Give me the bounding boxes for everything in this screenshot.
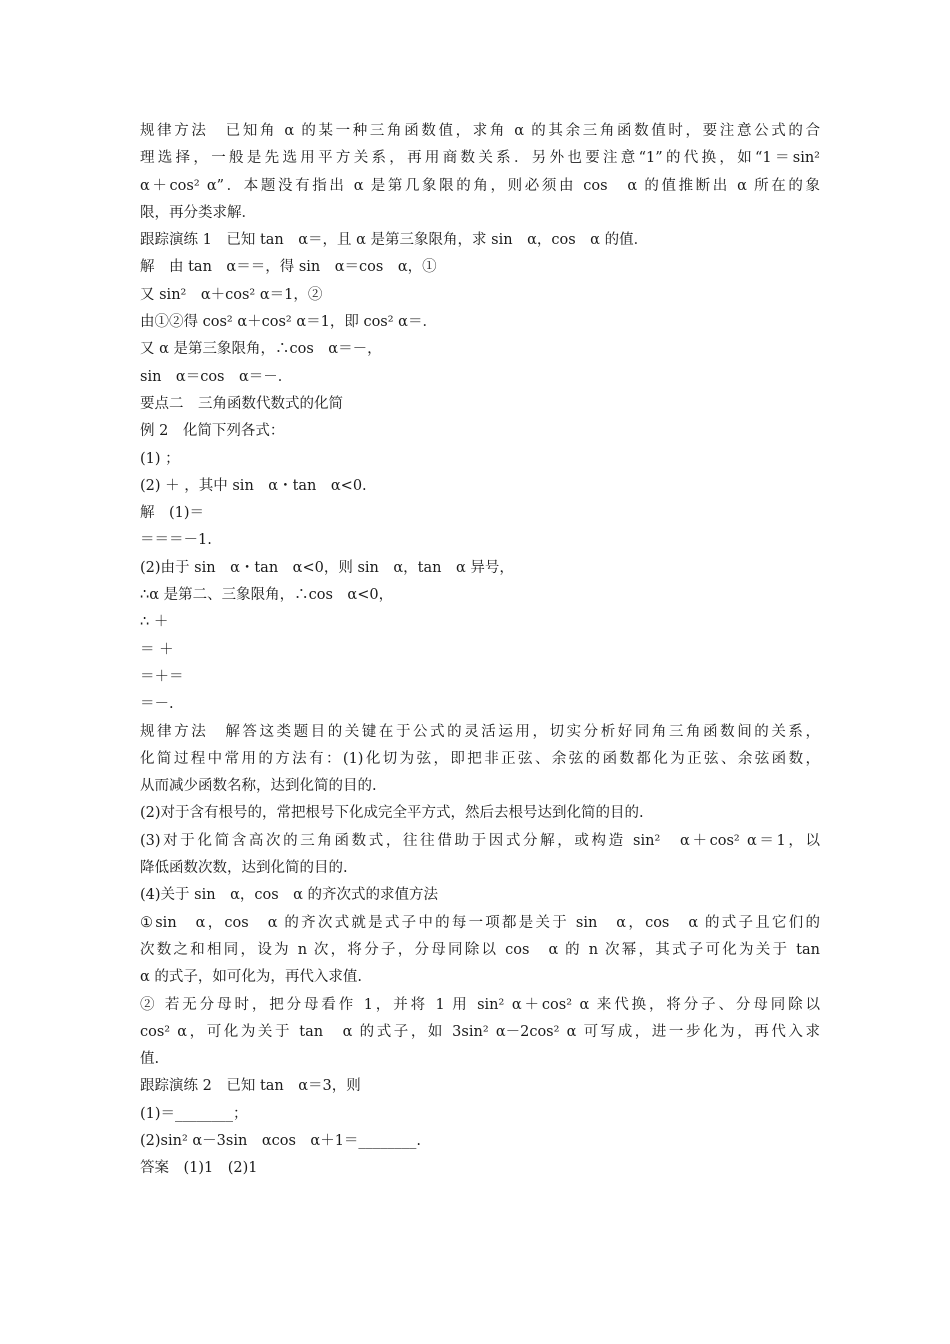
text-line: 答案 (1)1 (2)1 [140, 1160, 258, 1177]
text-line: α＋cos² α”．本题没有指出 α 是第几象限的角，则必须由 cos α 的值推断出 α 所在的象 [140, 177, 820, 194]
text-line: 跟踪演练 2 已知 tan α＝3，则 [140, 1078, 361, 1095]
text-line: 从而减少函数名称，达到化简的目的. [140, 778, 377, 795]
text-line: 限，再分类求解． [140, 204, 256, 221]
text-line: ∴α 是第二、三象限角，∴cos α<0， [140, 587, 394, 604]
text-line: (2) ＋ ，其中 sin α・tan α<0. [140, 477, 367, 494]
text-line: 要点二 三角函数代数式的化简 [140, 395, 343, 412]
text-line: 解 由 tan α＝＝，得 sin α＝cos α，① [140, 259, 437, 276]
text-line: 次数之和相同，设为 n 次，将分子，分母同除以 cos α 的 n 次幂，其式子可化为关于 tan [140, 941, 820, 958]
text-line: ＝＝＝－1. [140, 532, 212, 549]
text-line: 规律方法 解答这类题目的关键在于公式的灵活运用，切实分析好同角三角函数间的关系， [140, 723, 820, 740]
text-line: 规律方法 已知角 α 的某一种三角函数值，求角 α 的其余三角函数值时，要注意公式的合 [140, 123, 820, 139]
text-line: 例 2 化简下列各式： [140, 423, 285, 440]
text-line: ＝－. [140, 696, 174, 713]
text-line: 跟踪演练 1 已知 tan α＝，且 α 是第三象限角，求 sin α，cos α 的值． [140, 232, 649, 249]
text-line: 降低函数次数，达到化简的目的. [140, 860, 348, 877]
text-line: (1)＝________； [140, 1105, 248, 1122]
text-line: (2)对于含有根号的，常把根号下化成完全平方式，然后去根号达到化简的目的. [140, 805, 644, 822]
text-line: sin α＝cos α＝－． [140, 368, 293, 385]
text-line: (1) ； [140, 450, 180, 467]
text-line: ①sin α，cos α 的齐次式就是式子中的每一项都是关于 sin α，cos α 的式子且它们的 [140, 914, 820, 931]
text-line: ＝ ＋ [140, 641, 174, 658]
text-line: ∴ ＋ [140, 614, 169, 631]
text-line: (2)由于 sin α・tan α<0，则 sin α，tan α 异号， [140, 559, 514, 576]
text-line: 理选择，一般是先选用平方关系，再用商数关系．另外也要注意“1”的代换，如“1＝sin² [140, 150, 820, 167]
document-body [140, 118, 820, 1183]
text-line: 由①②得 cos² α＋cos² α＝1，即 cos² α＝． [140, 314, 437, 331]
text-line: 化简过程中常用的方法有：(1)化切为弦，即把非正弦、余弦的函数都化为正弦、余弦函数， [140, 750, 820, 767]
text-line: 又 α 是第三象限角，∴cos α＝－， [140, 341, 382, 358]
text-line: (3)对于化简含高次的三角函数式，往往借助于因式分解，或构造 sin² α＋cos² α＝1，以 [140, 832, 820, 849]
text-line: ② 若无分母时，把分母看作 1，并将 1 用 sin² α＋cos² α 来代换，将分子、分母同除以 [140, 996, 820, 1013]
text-line: α 的式子，如可化为，再代入求值. [140, 969, 363, 986]
text-line: ＝＋＝ [140, 668, 184, 685]
text-line: 又 sin² α＋cos² α＝1，② [140, 286, 323, 303]
text-line: cos² α，可化为关于 tan α 的式子，如 3sin² α－2cos² α 可写成，进一步化为，再代入求 [140, 1023, 820, 1040]
text-line: (2)sin² α－3sin αcos α＋1＝________. [140, 1132, 422, 1149]
text-line: 值. [140, 1051, 160, 1068]
text-line: 解 (1)＝ [140, 505, 205, 522]
text-line: (4)关于 sin α，cos α 的齐次式的求值方法 [140, 887, 439, 904]
